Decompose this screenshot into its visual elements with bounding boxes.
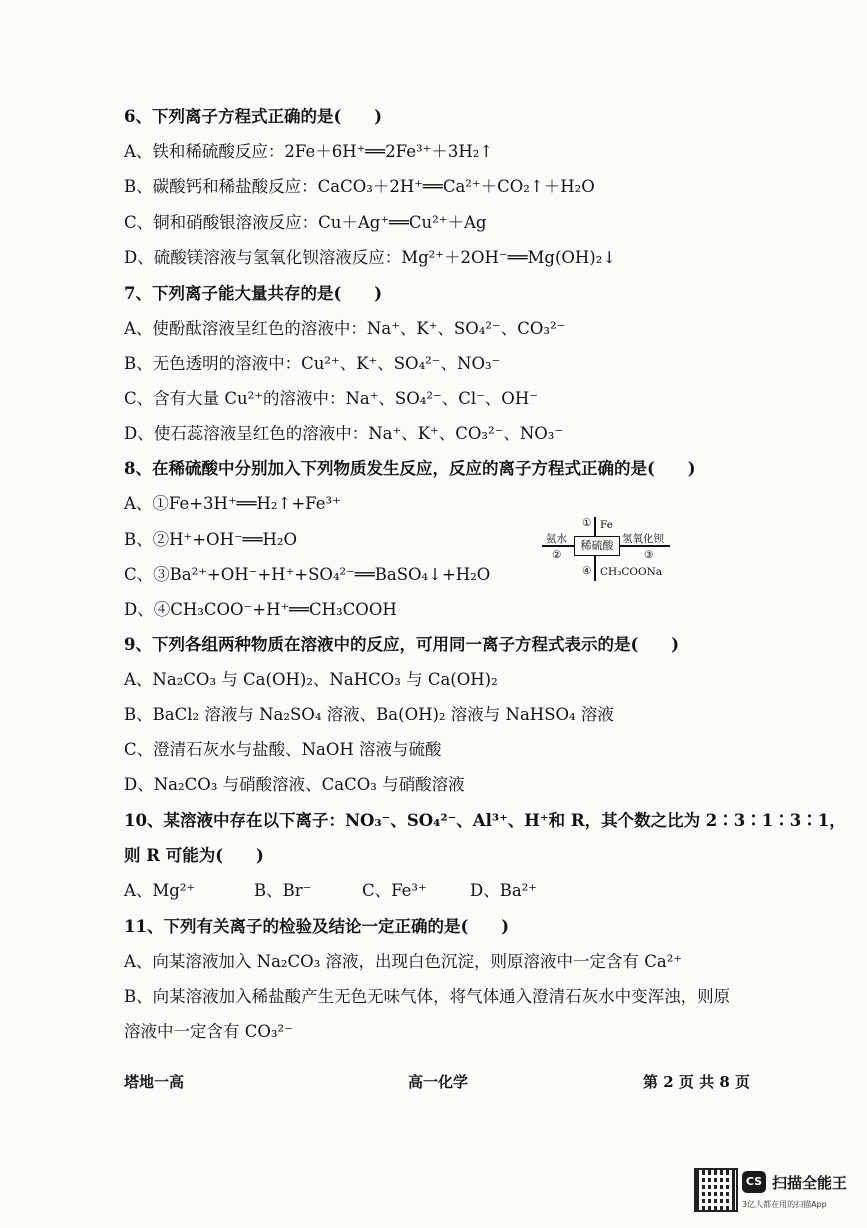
q6-option-d: D、硫酸镁溶液与氢氧化钡溶液反应：Mg²⁺＋2OH⁻══Mg(OH)₂↓: [124, 248, 617, 267]
q9-option-b: B、BaCl₂ 溶液与 Na₂SO₄ 溶液、Ba(OH)₂ 溶液与 NaHSO₄ 溶液: [124, 705, 614, 724]
footer-school: 塔地一高: [124, 1073, 185, 1091]
q11-option-b-line1: B、向某溶液加入稀盐酸产生无色无味气体，将气体通入澄清石灰水中变浑浊，则原: [124, 987, 731, 1006]
qr-code-icon: [696, 1170, 736, 1210]
reaction-cross-diagram: [536, 515, 676, 585]
q7-option-b: B、无色透明的溶液中：Cu²⁺、K⁺、SO₄²⁻、NO₃⁻: [124, 354, 501, 373]
q10-option-c: C、Fe³⁺: [362, 881, 427, 900]
q7-stem: 7、下列离子能大量共存的是( ): [124, 284, 383, 303]
q8-option-a: A、①Fe+3H⁺══H₂↑+Fe³⁺: [124, 494, 341, 513]
camscanner-tagline: 3亿人都在用的扫描App: [742, 1200, 827, 1209]
q7-option-a: A、使酚酞溶液呈红色的溶液中：Na⁺、K⁺、SO₄²⁻、CO₃²⁻: [124, 319, 566, 338]
q8-option-c: C、③Ba²⁺+OH⁻+H⁺+SO₄²⁻══BaSO₄↓+H₂O: [124, 565, 491, 584]
q10-option-a: A、Mg²⁺: [124, 881, 196, 900]
q10-stem-line2: 则 R 可能为( ): [124, 846, 264, 865]
camscanner-app-name: 扫描全能王: [772, 1174, 848, 1192]
diagram-center-box: 稀硫酸: [574, 536, 620, 556]
diagram-left-num: ②: [552, 549, 562, 561]
q9-option-d: D、Na₂CO₃ 与硝酸溶液、CaCO₃ 与硝酸溶液: [124, 775, 465, 794]
diagram-top-label: Fe: [600, 519, 613, 531]
q6-stem: 6、下列离子方程式正确的是( ): [124, 107, 383, 126]
diagram-top-num: ①: [582, 517, 592, 529]
q11-option-b-line2: 溶液中一定含有 CO₃²⁻: [124, 1022, 293, 1041]
q10-option-d: D、Ba²⁺: [470, 881, 538, 900]
diagram-left-label: 氨水: [546, 533, 567, 545]
q8-option-b: B、②H⁺+OH⁻══H₂O: [124, 530, 298, 549]
diagram-bottom-label: CH₃COONa: [600, 566, 663, 578]
q8-option-d: D、④CH₃COO⁻+H⁺══CH₃COOH: [124, 600, 397, 619]
q6-option-a: A、铁和稀硫酸反应：2Fe＋6H⁺══2Fe³⁺＋3H₂↑: [124, 142, 494, 161]
q10-option-b: B、Br⁻: [254, 881, 312, 900]
q7-option-d: D、使石蕊溶液呈红色的溶液中：Na⁺、K⁺、CO₃²⁻、NO₃⁻: [124, 424, 564, 443]
q9-stem: 9、下列各组两种物质在溶液中的反应，可用同一离子方程式表示的是( ): [124, 635, 680, 654]
q10-stem-line1: 10、某溶液中存在以下离子：NO₃⁻、SO₄²⁻、Al³⁺、H⁺和 R，其个数之比为 2∶3∶1∶3∶1，: [124, 811, 846, 830]
q11-option-a: A、向某溶液加入 Na₂CO₃ 溶液，出现白色沉淀，则原溶液中一定含有 Ca²⁺: [124, 952, 683, 971]
diagram-right-label: 氢氧化钡: [622, 533, 664, 545]
q7-option-c: C、含有大量 Cu²⁺的溶液中：Na⁺、SO₄²⁻、Cl⁻、OH⁻: [124, 389, 538, 408]
footer-page-number: 第 2 页 共 8 页: [643, 1073, 750, 1091]
q9-option-c: C、澄清石灰水与盐酸、NaOH 溶液与硫酸: [124, 740, 442, 759]
diagram-bottom-num: ④: [582, 565, 592, 577]
camscanner-logo-icon: CS: [742, 1171, 766, 1193]
q9-option-a: A、Na₂CO₃ 与 Ca(OH)₂、NaHCO₃ 与 Ca(OH)₂: [124, 670, 498, 689]
q8-stem: 8、在稀硫酸中分别加入下列物质发生反应，反应的离子方程式正确的是( ): [124, 459, 696, 478]
q6-option-b: B、碳酸钙和稀盐酸反应：CaCO₃＋2H⁺══Ca²⁺＋CO₂↑＋H₂O: [124, 177, 595, 196]
q11-stem: 11、下列有关离子的检验及结论一定正确的是( ): [124, 917, 510, 936]
footer-subject: 高一化学: [408, 1073, 469, 1091]
diagram-right-num: ③: [644, 549, 654, 561]
q6-option-c: C、铜和硝酸银溶液反应：Cu＋Ag⁺══Cu²⁺＋Ag: [124, 213, 487, 232]
